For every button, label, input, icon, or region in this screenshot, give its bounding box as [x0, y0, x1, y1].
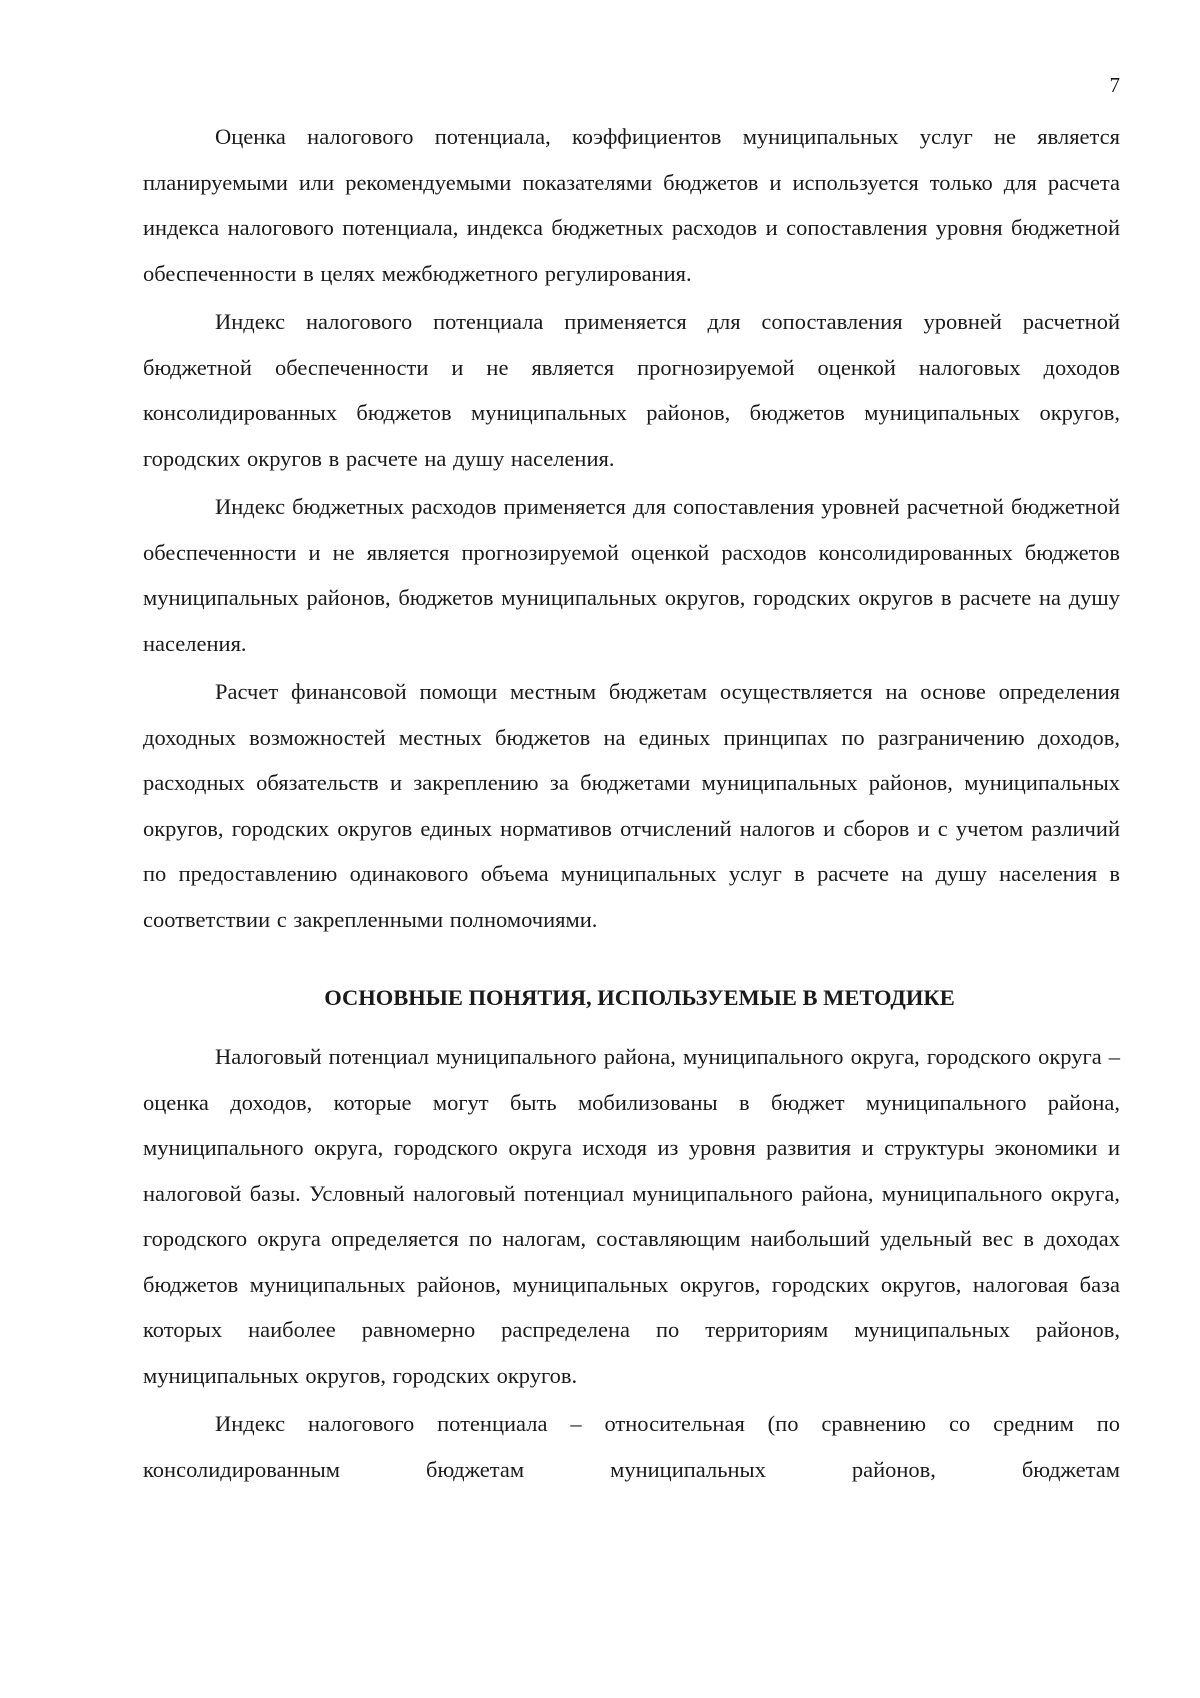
- paragraph-tax-potential-index-definition: Индекс налогового потенциала – относительная (по сравнению со средним по консолидированным бюджетам муниципальных районов, бюджетам: [143, 1411, 1120, 1482]
- page-number: 7: [1109, 73, 1120, 97]
- document-body: [143, 114, 1120, 1495]
- paragraph-tax-potential-assessment: Оценка налогового потенциала, коэффициентов муниципальных услуг не является планируемыми или рекомендуемыми показателями бюджетов и используется только для расчета индекса налогового потенциала, индекса бюджетных расходов и сопоставления уровня бюджетной обеспеченности в целях межбюджетного регулирования.: [143, 124, 1120, 286]
- section-heading: ОСНОВНЫЕ ПОНЯТИЯ, ИСПОЛЬЗУЕМЫЕ В МЕТОДИКЕ: [324, 985, 955, 1010]
- paragraph-tax-potential-definition: Налоговый потенциал муниципального района, муниципального округа, городского округа – оценка доходов, которые могут быть мобилизованы в бюджет муниципального района, муниципального округа, городского округа исходя из уровня развития и структуры экономики и налоговой базы. Условный налоговый потенциал муниципального района, муниципального округа, городского округа определяется по налогам, составляющим наибольший удельный вес в доходах бюджетов муниципальных районов, муниципальных округов, городских округов, налоговая база которых наиболее равномерно распределена по территориям муниципальных районов, муниципальных округов, городских округов.: [143, 1044, 1120, 1388]
- paragraph-budget-expenditure-index: Индекс бюджетных расходов применяется для сопоставления уровней расчетной бюджетной обеспеченности и не является прогнозируемой оценкой расходов консолидированных бюджетов муниципальных районов, бюджетов муниципальных округов, городских округов в расчете на душу населения.: [143, 494, 1120, 656]
- paragraph-tax-potential-index: Индекс налогового потенциала применяется для сопоставления уровней расчетной бюджетной обеспеченности и не является прогнозируемой оценкой налоговых доходов консолидированных бюджетов муниципальных районов, бюджетов муниципальных округов, городских округов в расчете на душу населения.: [143, 309, 1120, 471]
- paragraph-financial-aid-calculation: Расчет финансовой помощи местным бюджетам осуществляется на основе определения доходных возможностей местных бюджетов на единых принципах по разграничению доходов, расходных обязательств и закреплению за бюджетами муниципальных районов, муниципальных округов, городских округов единых нормативов отчислений налогов и сборов и с учетом различий по предоставлению одинакового объема муниципальных услуг в расчете на душу населения в соответствии с закрепленными полномочиями.: [143, 679, 1120, 932]
